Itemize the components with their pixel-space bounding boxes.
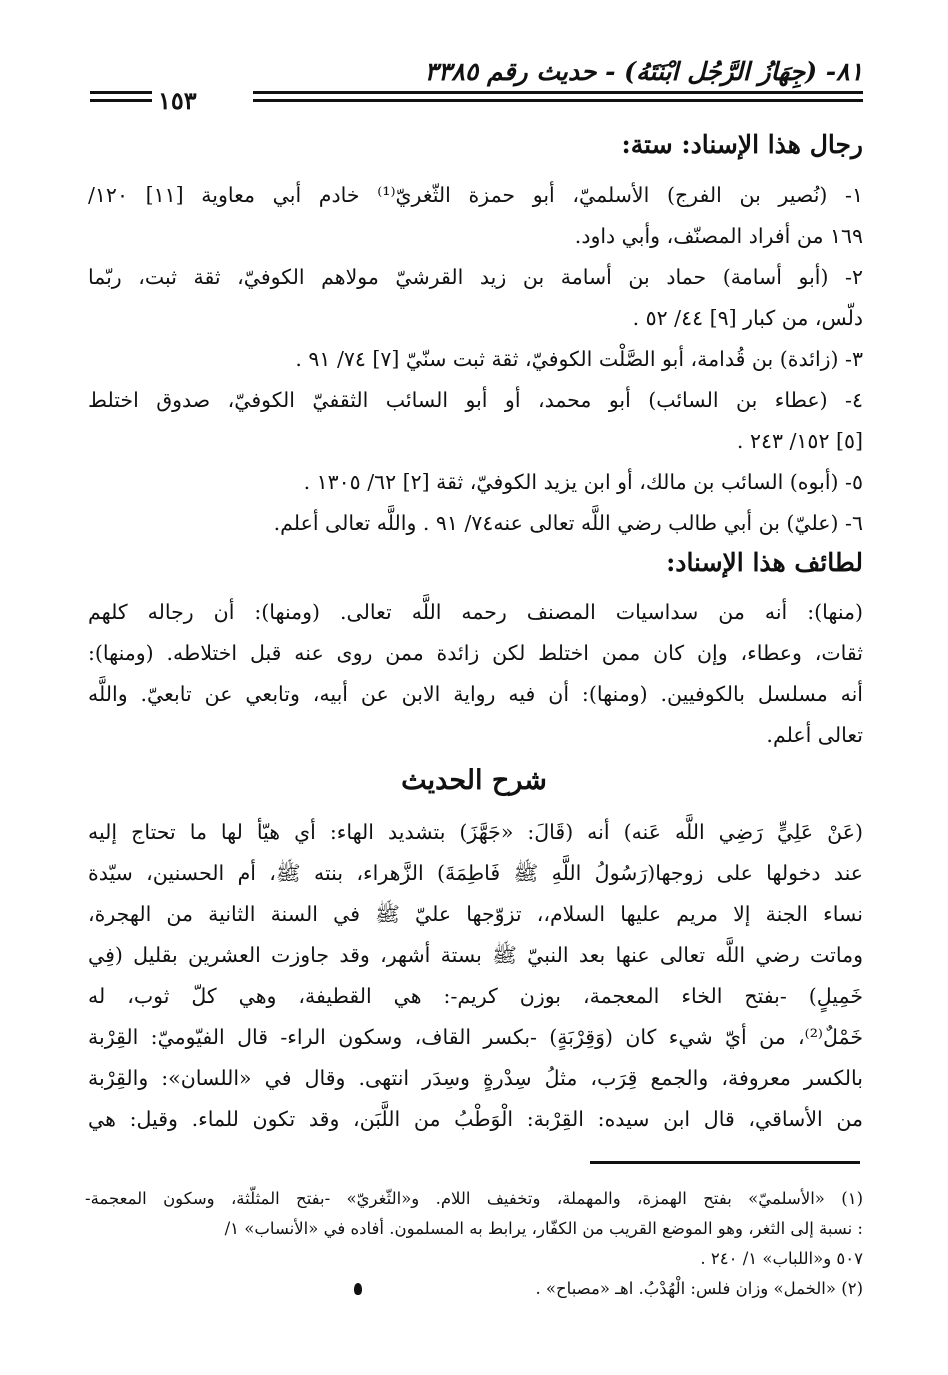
paragraph-line: وماتت رضي اللَّه تعالى عنها بعد النبيّ ﷺ بستة أشهر، وقد جاوزت العشرين بقليل (فِي [88, 943, 863, 967]
paragraph-line: خَمْلٌ⁽²⁾، من أيّ شيء كان (وَقِرْبَةٍ) -بكسر القاف، وسكون الراء- قال الفيّوميّ: القِرْبة [88, 1025, 863, 1049]
paragraph-line: من الأساقي، قال ابن سيده: القِرْبة: الْوَطْبُ من اللَّبَن، وقد تكون للماء. وقيل: هي [88, 1107, 863, 1131]
header-rule-long-top [253, 91, 863, 94]
paragraph-line: نساء الجنة إلا مريم عليها السلام،، تزوّجها عليّ ﷺ في السنة الثانية من الهجرة، [88, 902, 863, 926]
narrator-line: ٥- (أبوه) السائب بن مالك، أو ابن يزيد الكوفيّ، ثقة [٢] ٦٢/ ١٣٠٥ . [303, 470, 863, 494]
running-header [90, 55, 863, 113]
narrators-heading: رجال هذا الإسناد: ستة: [621, 130, 863, 159]
hadith-commentary-text [88, 812, 863, 1140]
header-rule-long-bottom [253, 99, 863, 102]
paragraph-line: بالكسر معروفة، والجمع قِرَب، مثلُ سِدْرةٍ وسِدَر انتهى. وقال في «اللسان»: والقِرْبة [88, 1066, 863, 1090]
paragraph-line: (منها): أنه من سداسيات المصنف رحمه اللَّه تعالى. (ومنها): أن رجاله كلهم [88, 600, 863, 624]
footnote-separator [590, 1161, 860, 1164]
paragraph-line: خَمِيلٍ) -بفتح الخاء المعجمة، بوزن كريم-: هي القطيفة، وهي كلّ ثوب، له [88, 984, 863, 1008]
footnote-line: ٥٠٧ و«اللباب» ١/ ٢٤٠ . [700, 1249, 863, 1268]
narrator-line: ٦- (عليّ) بن أبي طالب رضي اللَّه تعالى عنه٧٤/ ٩١ . واللَّه تعالى أعلم. [273, 511, 863, 535]
footnote-line: (٢) «الخمل» وزان فلس: الْهُدْبُ. اهـ «مصباح» . [535, 1279, 863, 1298]
paragraph-line: عند دخولها على زوجها(رَسُولُ اللَّهِ ﷺ فَاطِمَةَ) الزَّهراء، بنته ﷺ، أم الحسنين، سيّدة [88, 861, 863, 885]
paragraph-line: تعالى أعلم. [766, 723, 863, 747]
narrator-line: ١٦٩ من أفراد المصنّف، وأبي داود. [574, 224, 863, 248]
footnote-line: (١) «الأسلميّ» بفتح الهمزة، والمهملة، وتخفيف اللام. و«الثّغريّ» -بفتح المثلّثة، وسكون المعجمة- [85, 1189, 863, 1208]
narrator-line: ١- (نُصير بن الفرج) الأسلميّ، أبو حمزة الثّغريّ⁽¹⁾ خادم أبي معاوية [١١] ١٢٠/ [88, 183, 863, 207]
narrator-line: [٥] ١٥٢/ ٢٤٣ . [736, 429, 863, 453]
narrator-line: ٢- (أبو أسامة) حماد بن أسامة بن زيد القرشيّ مولاهم الكوفيّ، ثقة ثبت، ربّما [88, 265, 863, 289]
header-rule-short-bottom [90, 99, 152, 102]
printer-mark [354, 1283, 362, 1295]
narrators-list [88, 175, 863, 544]
footnote-line: : نسبة إلى الثغر، وهو الموضع القريب من الكفّار، يرابط به المسلمون. أفاده في «الأنساب» ١/ [224, 1219, 863, 1238]
paragraph-line: أنه مسلسل بالكوفيين. (ومنها): أن فيه رواية الابن عن أبيه، وتابعي عن تابعيّ. واللَّه [88, 682, 863, 706]
narrator-line: دلّس، من كبار [٩] ٤٤/ ٥٢ . [632, 306, 863, 330]
hadith-commentary-title: شرح الحديث [401, 765, 547, 796]
isnad-subtleties-text [88, 592, 863, 756]
page-number: ١٥٣ [158, 86, 197, 115]
isnad-subtleties-heading: لطائف هذا الإسناد: [666, 548, 863, 577]
chapter-title: ٨١- (جِهَازُ الرَّجُل ابْنَتَهُ) - حديث رقم ٣٣٨٥ [424, 57, 863, 86]
header-rule-short-top [90, 91, 152, 94]
narrator-line: ٤- (عطاء بن السائب) أبو محمد، أو أبو السائب الثقفيّ الكوفيّ، صدوق اختلط [88, 388, 863, 412]
footnotes [85, 1184, 863, 1304]
narrator-line: ٣- (زائدة) بن قُدامة، أبو الصَّلْت الكوفيّ، ثقة ثبت سنّيّ [٧] ٧٤/ ٩١ . [295, 347, 863, 371]
paragraph-line: ثقات، وعطاء، وإن كان ممن اختلط لكن زائدة ممن روى عنه قبل اختلاطه. (ومنها): [88, 641, 863, 665]
paragraph-line: (عَنْ عَلِيٍّ رَضِي اللَّه عَنه) أنه (قَالَ: «جَهَّزَ) بتشديد الهاء: أي هيّأ لها ما تحتاج إليه [88, 820, 863, 844]
